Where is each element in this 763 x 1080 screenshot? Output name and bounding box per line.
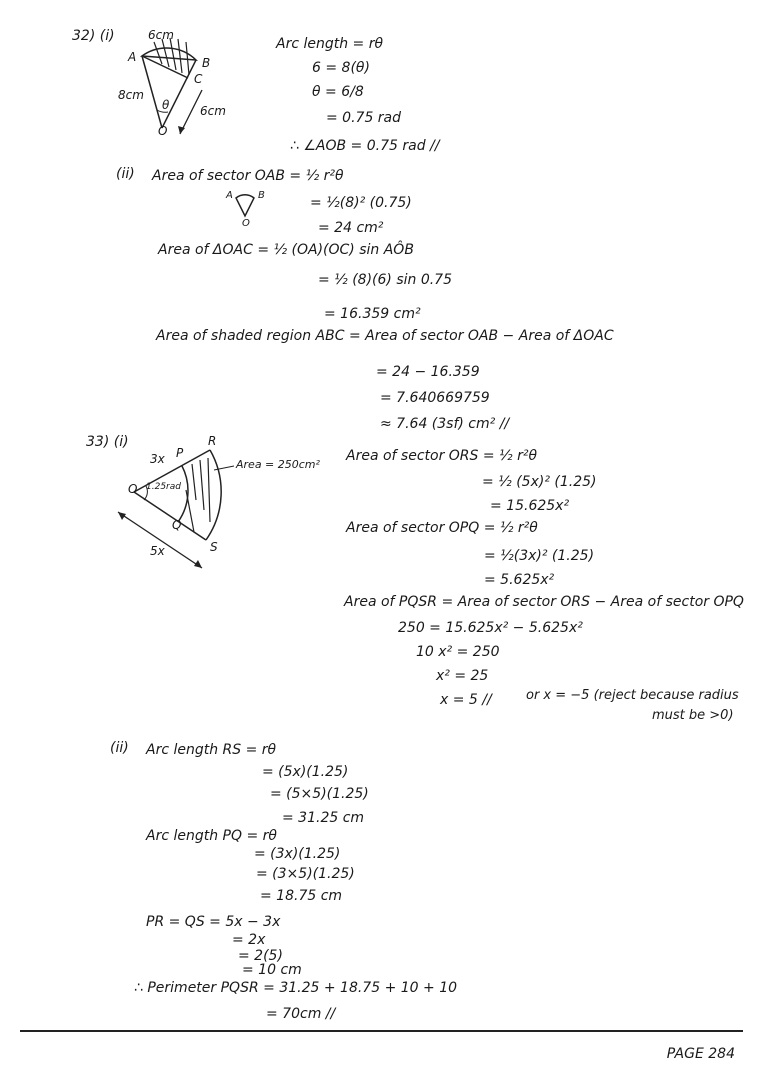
q33-ii-line: Arc length PQ = rθ: [146, 828, 277, 844]
footer-divider: [20, 1030, 743, 1032]
q32-point-b: B: [202, 56, 211, 70]
q32-ii-line: = 7.640669759: [380, 390, 490, 406]
q32-i-line: 6 = 8(θ): [312, 60, 370, 76]
q33-part-ii-label: (ii): [110, 740, 129, 756]
q32-point-a: A: [128, 50, 137, 64]
q33-i-line: Area of PQSR = Area of sector ORS − Area of sector OPQ: [344, 594, 744, 610]
q33-label: 33) (i): [86, 434, 129, 450]
q32-ii-line: Area of shaded region ABC = Area of sector OAB − Area of ΔOAC: [156, 328, 614, 344]
q32-point-c: C: [194, 72, 203, 86]
q33-ii-line: ∴ Perimeter PQSR = 31.25 + 18.75 + 10 + 10: [134, 980, 458, 996]
q32-theta: θ: [162, 98, 170, 112]
q33-ii-line: = 2x: [232, 932, 266, 948]
q33-point-p: P: [176, 446, 184, 460]
q32-i-line: = 0.75 rad: [326, 110, 402, 126]
q33-ii-answer: = 70cm //: [266, 1006, 336, 1022]
q33-i-line: 250 = 15.625x² − 5.625x²: [398, 620, 583, 636]
q32-ii-line: = ½ (8)(6) sin 0.75: [318, 272, 452, 288]
q33-i-line: Area of sector ORS = ½ r²θ: [346, 448, 538, 464]
q33-ii-line: = (3x)(1.25): [254, 846, 341, 862]
q33-i-line: 10 x² = 250: [416, 644, 500, 660]
q32-mini-a: A: [226, 190, 233, 201]
q33-i-line: = 5.625x²: [484, 572, 555, 588]
q33-point-r: R: [208, 434, 217, 448]
q32-ii-line: = 16.359 cm²: [324, 306, 421, 322]
q33-ii-line: = 10 cm: [242, 962, 302, 978]
q33-i-answer: x = 5 //: [440, 692, 492, 708]
q33-i-line: x² = 25: [436, 668, 489, 684]
q32-top-label: 6cm: [148, 28, 174, 42]
q33-i-line: = ½(3x)² (1.25): [484, 548, 595, 564]
q32-point-o: O: [158, 124, 168, 138]
q33-ii-line: = 31.25 cm: [282, 810, 365, 826]
q32-i-line: Arc length = rθ: [276, 36, 384, 52]
q32-left-label: 8cm: [118, 88, 144, 102]
q33-os-length: 5x: [150, 544, 165, 558]
q32-part-ii-label: (ii): [116, 166, 135, 182]
q33-i-line: = ½ (5x)² (1.25): [482, 474, 597, 490]
q32-right-label: 6cm: [200, 104, 226, 118]
q33-i-line: = 15.625x²: [490, 498, 570, 514]
q32-ii-line: Area of sector OAB = ½ r²θ: [152, 168, 344, 184]
q33-op-length: 3x: [150, 452, 165, 466]
q33-ii-line: = (5x)(1.25): [262, 764, 349, 780]
q33-angle: 1.25rad: [146, 482, 181, 492]
q33-point-s: S: [210, 540, 218, 554]
q32-ii-line: = 24 − 16.359: [376, 364, 480, 380]
q33-ii-line: = 2(5): [238, 948, 283, 964]
q33-ii-line: PR = QS = 5x − 3x: [146, 914, 281, 930]
q32-ii-line: Area of ΔOAC = ½ (OA)(OC) sin AÔB: [158, 242, 414, 258]
q32-mini-b: B: [258, 190, 265, 201]
q32-ii-answer: ≈ 7.64 (3sf) cm² //: [380, 416, 510, 432]
q33-ii-line: = 18.75 cm: [260, 888, 343, 904]
q32-ii-line: = 24 cm²: [318, 220, 384, 236]
q32-label: 32) (i): [72, 28, 115, 44]
q33-point-o: O: [128, 482, 138, 496]
q33-point-q: Q: [172, 518, 182, 532]
q33-i-reject-cont: must be >0): [652, 708, 734, 723]
q32-i-line: θ = 6/8: [312, 84, 364, 100]
q32-ii-line: = ½(8)² (0.75): [310, 195, 412, 211]
q33-i-line: Area of sector OPQ = ½ r²θ: [346, 520, 538, 536]
q33-area-label: Area = 250cm²: [236, 458, 320, 471]
q33-ii-line: Arc length RS = rθ: [146, 742, 277, 758]
page-number: PAGE 284: [666, 1046, 735, 1062]
q33-i-reject: or x = −5 (reject because radius: [526, 688, 739, 703]
q33-ii-line: = (5×5)(1.25): [270, 786, 369, 802]
q33-ii-line: = (3×5)(1.25): [256, 866, 355, 882]
q32-sector-diagram: [110, 30, 230, 140]
q32-mini-o: O: [242, 218, 250, 229]
q32-i-answer: ∴ ∠AOB = 0.75 rad //: [290, 138, 440, 154]
